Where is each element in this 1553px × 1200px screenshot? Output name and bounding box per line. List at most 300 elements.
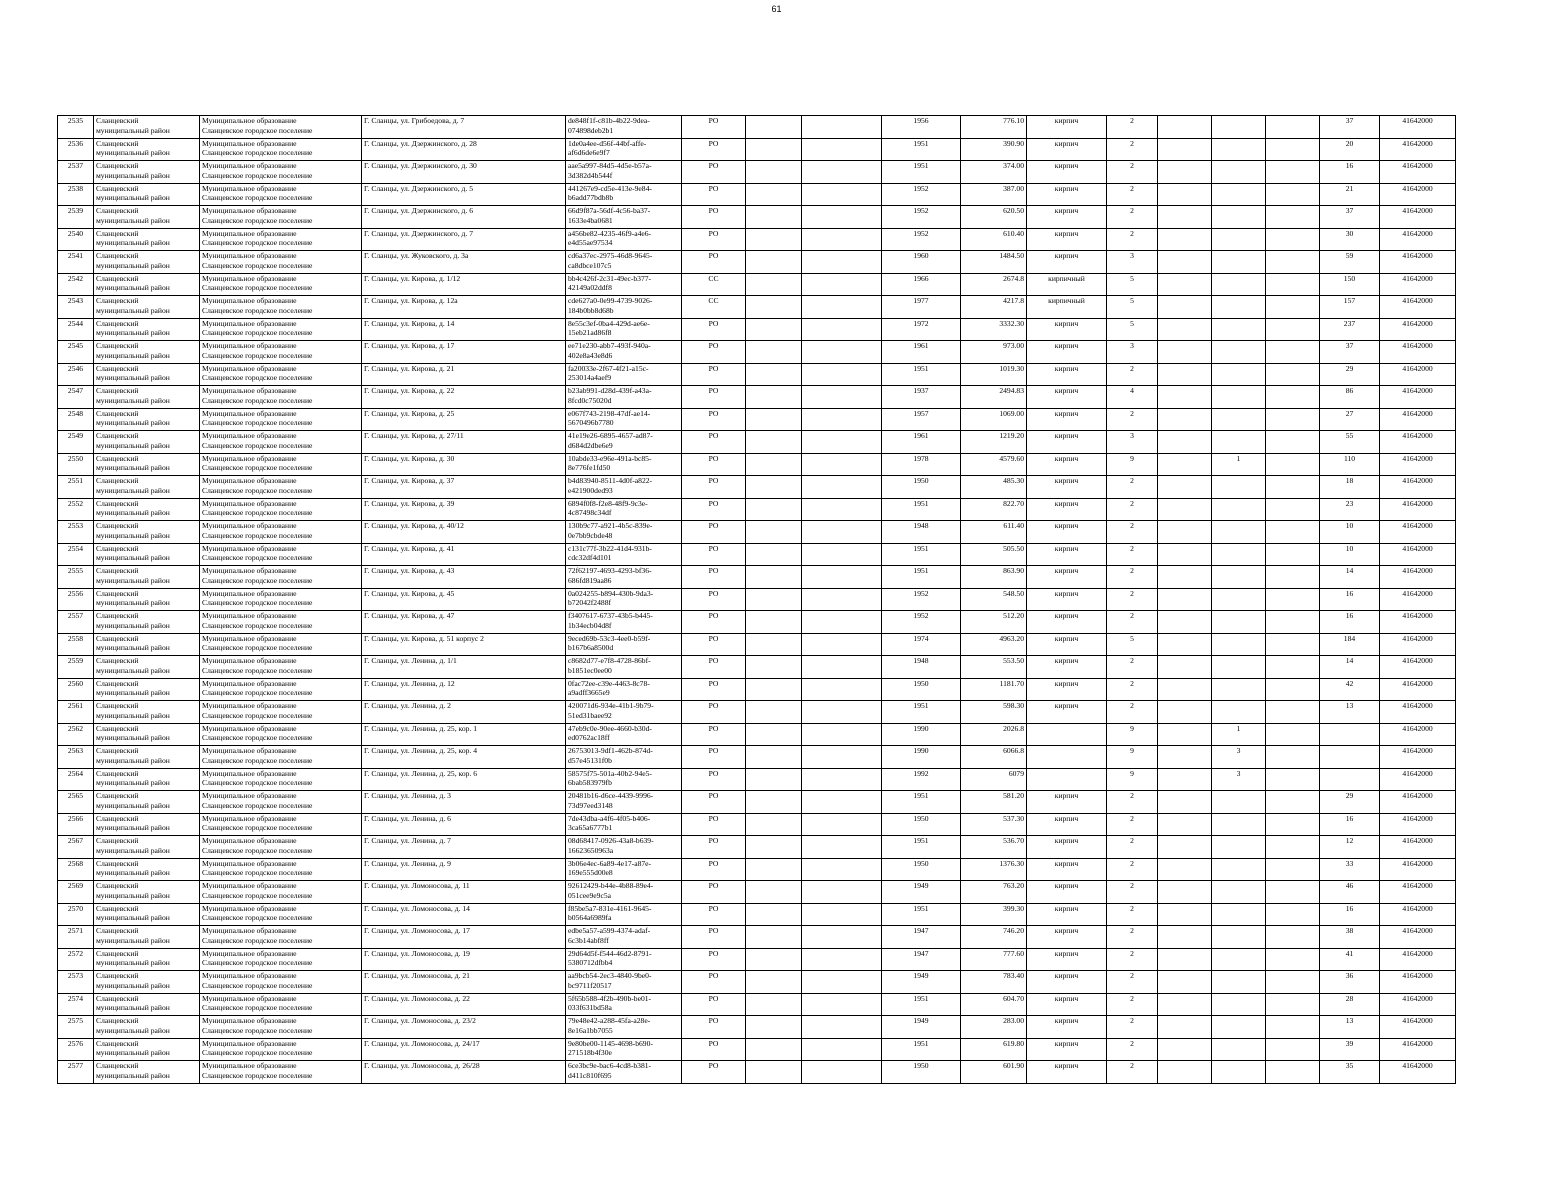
municipality-line: Сланцевское городское поселение: [202, 193, 313, 202]
district-line: Сланцевский: [96, 768, 139, 778]
area-cell: 822.70: [961, 498, 1027, 521]
municipality-cell: [200, 723, 362, 746]
extra-cell-b: [1212, 386, 1266, 409]
guid-line: 10abde33-e96e-491a-bc85-: [568, 453, 652, 463]
guid-cell: [566, 296, 682, 319]
municipality-line: Муниципальное образование: [202, 476, 297, 485]
table-row: [58, 656, 1456, 679]
empty-cell: [746, 611, 802, 634]
district-line: муниципальный район: [96, 688, 170, 697]
residents-cell: 42: [1320, 678, 1380, 701]
extra-cell-c: [1266, 476, 1320, 499]
residents-cell: 13: [1320, 701, 1380, 724]
guid-line: 6bab583979fb: [568, 778, 612, 787]
guid-line: 8e776fe1fd50: [568, 463, 611, 472]
ownership-type-cell: РО: [682, 971, 746, 994]
municipality-line: Муниципальное образование: [202, 543, 297, 553]
guid-line: 8e55c3ef-0ba4-429d-ae6e-: [568, 318, 650, 328]
row-number-cell: 2536: [58, 138, 94, 161]
year-built-cell: 1961: [882, 341, 961, 364]
extra-cell-b: [1212, 521, 1266, 544]
residents-cell: 36: [1320, 971, 1380, 994]
empty-cell: [746, 408, 802, 431]
address-cell: Г. Сланцы, ул. Ленина, д. 2: [362, 701, 566, 724]
guid-line: 1633e4ba0681: [568, 215, 613, 225]
year-built-cell: 1948: [882, 521, 961, 544]
guid-line: b6add77bdb8b: [568, 193, 614, 202]
table-row: [58, 1016, 1456, 1039]
residents-cell: [1320, 768, 1380, 791]
empty-cell: [746, 566, 802, 589]
extra-cell-c: [1266, 1038, 1320, 1061]
district-line: муниципальный район: [96, 1048, 170, 1057]
guid-line: 033f631bd58a: [568, 1003, 612, 1012]
floors-cell: 2: [1107, 543, 1158, 566]
empty-cell: [746, 183, 802, 206]
guid-line: 130b9c77-a921-4b5c-839e-: [568, 521, 653, 530]
extra-cell-b: [1212, 296, 1266, 319]
address-cell: Г. Сланцы, ул. Ломоносова, д. 17: [362, 926, 566, 949]
extra-cell-c: [1266, 971, 1320, 994]
extra-cell-c: [1266, 228, 1320, 251]
table-row: [58, 948, 1456, 971]
address-cell: Г. Сланцы, ул. Ломоносова, д. 21: [362, 971, 566, 994]
row-number-cell: 2575: [58, 1016, 94, 1039]
municipality-cell: [200, 903, 362, 926]
table-row: [58, 363, 1456, 386]
guid-cell: [566, 791, 682, 814]
area-cell: 763.20: [961, 881, 1027, 904]
wall-material-cell: кирпич: [1027, 791, 1107, 814]
guid-line: 686fd819aa86: [568, 575, 612, 585]
residents-cell: 157: [1320, 296, 1380, 319]
extra-cell-b: [1212, 543, 1266, 566]
guid-line: 79e48e42-a288-45fa-a28e-: [568, 1016, 651, 1025]
municipality-line: Сланцевское городское поселение: [202, 778, 313, 787]
guid-line: 3ca65a6777b1: [568, 823, 613, 832]
area-cell: 1376.30: [961, 858, 1027, 881]
guid-line: 3b06e4ec-6a89-4e17-a87e-: [568, 858, 652, 868]
guid-line: 92612429-b44e-4b88-89e4-: [568, 881, 654, 890]
district-cell: [94, 656, 200, 679]
year-built-cell: 1947: [882, 926, 961, 949]
guid-cell: [566, 386, 682, 409]
area-cell: 776.10: [961, 116, 1027, 139]
guid-line: f3407617-6737-43b5-b445-: [568, 611, 653, 620]
district-line: Сланцевский: [96, 386, 139, 395]
ownership-type-cell: РО: [682, 543, 746, 566]
extra-cell-b: [1212, 206, 1266, 229]
wall-material-cell: кирпич: [1027, 611, 1107, 634]
row-number-cell: 2537: [58, 161, 94, 184]
district-cell: [94, 791, 200, 814]
wall-material-cell: кирпич: [1027, 813, 1107, 836]
empty-cell: [802, 791, 882, 814]
extra-cell-a: [1158, 251, 1212, 274]
district-line: Сланцевский: [96, 296, 139, 305]
district-line: Сланцевский: [96, 341, 139, 350]
row-number-cell: 2551: [58, 476, 94, 499]
municipality-line: Муниципальное образование: [202, 723, 297, 733]
municipality-cell: [200, 318, 362, 341]
municipality-line: Муниципальное образование: [202, 251, 297, 260]
guid-line: edbe5a57-a599-4374-adaf-: [568, 926, 651, 935]
ownership-type-cell: РО: [682, 341, 746, 364]
ownership-type-cell: РО: [682, 746, 746, 769]
guid-line: e4d55ae97534: [568, 238, 613, 247]
extra-cell-c: [1266, 363, 1320, 386]
extra-cell-c: [1266, 566, 1320, 589]
district-cell: [94, 903, 200, 926]
municipality-line: Сланцевское городское поселение: [202, 710, 313, 720]
wall-material-cell: кирпич: [1027, 431, 1107, 454]
guid-line: ed0762ac18ff: [568, 733, 610, 742]
district-line: муниципальный район: [96, 620, 170, 630]
district-line: муниципальный район: [96, 868, 170, 877]
table-row: [58, 543, 1456, 566]
wall-material-cell: кирпич: [1027, 408, 1107, 431]
municipality-line: Муниципальное образование: [202, 521, 297, 530]
address-cell: Г. Сланцы, ул. Кирова, д. 51 корпус 2: [362, 633, 566, 656]
extra-cell-b: [1212, 318, 1266, 341]
municipality-line: Сланцевское городское поселение: [202, 755, 313, 765]
district-cell: [94, 363, 200, 386]
district-line: муниципальный район: [96, 823, 170, 832]
district-line: Сланцевский: [96, 521, 139, 530]
municipality-line: Муниципальное образование: [202, 903, 297, 913]
residents-cell: 10: [1320, 543, 1380, 566]
row-number-cell: 2564: [58, 768, 94, 791]
extra-cell-a: [1158, 656, 1212, 679]
ownership-type-cell: РО: [682, 386, 746, 409]
guid-line: b0564a6989fa: [568, 913, 612, 922]
extra-cell-c: [1266, 408, 1320, 431]
municipality-line: Муниципальное образование: [202, 813, 297, 823]
area-cell: 4217.8: [961, 296, 1027, 319]
area-cell: 548.50: [961, 588, 1027, 611]
residents-cell: 10: [1320, 521, 1380, 544]
guid-line: aae5a997-84d5-4d5e-b57a-: [568, 161, 652, 170]
municipality-line: Муниципальное образование: [202, 183, 297, 193]
empty-cell: [802, 723, 882, 746]
guid-line: 26753013-9df1-462b-874d-: [568, 746, 653, 755]
district-line: муниципальный район: [96, 1070, 170, 1080]
row-number-cell: 2562: [58, 723, 94, 746]
district-line: муниципальный район: [96, 440, 170, 450]
extra-cell-b: [1212, 566, 1266, 589]
guid-cell: [566, 1016, 682, 1039]
district-line: Сланцевский: [96, 926, 139, 935]
district-line: Сланцевский: [96, 723, 139, 733]
guid-cell: [566, 228, 682, 251]
guid-cell: [566, 138, 682, 161]
residents-cell: 184: [1320, 633, 1380, 656]
year-built-cell: 1952: [882, 228, 961, 251]
municipality-line: Сланцевское городское поселение: [202, 373, 313, 382]
guid-line: b1851ec0ee00: [568, 665, 612, 675]
oktmo-cell: 41642000: [1380, 948, 1456, 971]
municipality-line: Сланцевское городское поселение: [202, 1070, 313, 1080]
municipality-line: Муниципальное образование: [202, 746, 297, 755]
guid-cell: [566, 611, 682, 634]
year-built-cell: 1952: [882, 588, 961, 611]
municipality-line: Муниципальное образование: [202, 971, 297, 980]
table-row: [58, 138, 1456, 161]
district-line: муниципальный район: [96, 418, 170, 427]
ownership-type-cell: РО: [682, 926, 746, 949]
ownership-type-cell: РО: [682, 566, 746, 589]
extra-cell-b: [1212, 633, 1266, 656]
district-line: Сланцевский: [96, 183, 139, 193]
oktmo-cell: 41642000: [1380, 768, 1456, 791]
empty-cell: [746, 1061, 802, 1084]
address-cell: Г. Сланцы, ул. Ленина, д. 9: [362, 858, 566, 881]
address-cell: Г. Сланцы, ул. Кирова, д. 43: [362, 566, 566, 589]
empty-cell: [746, 858, 802, 881]
district-line: Сланцевский: [96, 1038, 139, 1048]
guid-line: 15eb21ad86f8: [568, 328, 612, 337]
table-row: [58, 1061, 1456, 1084]
wall-material-cell: кирпич: [1027, 836, 1107, 859]
extra-cell-a: [1158, 228, 1212, 251]
year-built-cell: 1974: [882, 633, 961, 656]
extra-cell-a: [1158, 1038, 1212, 1061]
extra-cell-a: [1158, 296, 1212, 319]
district-cell: [94, 948, 200, 971]
wall-material-cell: кирпич: [1027, 903, 1107, 926]
guid-line: ca8dbce107c5: [568, 260, 612, 270]
extra-cell-a: [1158, 971, 1212, 994]
empty-cell: [746, 116, 802, 139]
ownership-type-cell: РО: [682, 858, 746, 881]
oktmo-cell: 41642000: [1380, 521, 1456, 544]
municipality-line: Муниципальное образование: [202, 881, 297, 890]
area-cell: 6079: [961, 768, 1027, 791]
extra-cell-c: [1266, 948, 1320, 971]
table-row: [58, 408, 1456, 431]
extra-cell-c: [1266, 251, 1320, 274]
district-line: муниципальный район: [96, 553, 170, 562]
address-cell: Г. Сланцы, ул. Дзержинского, д. 28: [362, 138, 566, 161]
wall-material-cell: [1027, 768, 1107, 791]
municipality-cell: [200, 993, 362, 1016]
district-cell: [94, 476, 200, 499]
year-built-cell: 1950: [882, 858, 961, 881]
extra-cell-b: 1: [1212, 723, 1266, 746]
table-row: [58, 971, 1456, 994]
ownership-type-cell: РО: [682, 161, 746, 184]
table-row: [58, 386, 1456, 409]
row-number-cell: 2557: [58, 611, 94, 634]
municipality-line: Муниципальное образование: [202, 161, 297, 170]
area-cell: 777.60: [961, 948, 1027, 971]
row-number-cell: 2549: [58, 431, 94, 454]
table-row: [58, 791, 1456, 814]
district-line: Сланцевский: [96, 633, 139, 643]
address-cell: Г. Сланцы, ул. Дзержинского, д. 30: [362, 161, 566, 184]
district-cell: [94, 881, 200, 904]
municipality-cell: [200, 971, 362, 994]
municipality-cell: [200, 341, 362, 364]
ownership-type-cell: РО: [682, 948, 746, 971]
guid-cell: [566, 813, 682, 836]
residents-cell: 14: [1320, 566, 1380, 589]
empty-cell: [746, 678, 802, 701]
empty-cell: [746, 948, 802, 971]
area-cell: 604.70: [961, 993, 1027, 1016]
district-cell: [94, 273, 200, 296]
district-line: муниципальный район: [96, 170, 170, 180]
district-cell: [94, 701, 200, 724]
oktmo-cell: 41642000: [1380, 161, 1456, 184]
municipality-line: Сланцевское городское поселение: [202, 395, 313, 405]
extra-cell-c: [1266, 431, 1320, 454]
oktmo-cell: 41642000: [1380, 813, 1456, 836]
extra-cell-b: [1212, 971, 1266, 994]
municipality-line: Муниципальное образование: [202, 678, 297, 688]
extra-cell-b: [1212, 926, 1266, 949]
floors-cell: 2: [1107, 993, 1158, 1016]
residents-cell: 38: [1320, 926, 1380, 949]
extra-cell-a: [1158, 363, 1212, 386]
wall-material-cell: кирпич: [1027, 1038, 1107, 1061]
guid-line: d684d2dbe6e9: [568, 440, 613, 450]
guid-cell: [566, 768, 682, 791]
wall-material-cell: [1027, 746, 1107, 769]
ownership-type-cell: СС: [682, 296, 746, 319]
municipality-cell: [200, 588, 362, 611]
municipality-cell: [200, 498, 362, 521]
guid-cell: [566, 1038, 682, 1061]
area-cell: 746.20: [961, 926, 1027, 949]
ownership-type-cell: РО: [682, 791, 746, 814]
floors-cell: 4: [1107, 386, 1158, 409]
guid-line: cde627a0-0e99-4739-9026-: [568, 296, 653, 305]
municipality-line: Сланцевское городское поселение: [202, 890, 313, 900]
district-line: муниципальный район: [96, 260, 170, 270]
extra-cell-b: [1212, 341, 1266, 364]
municipality-cell: [200, 678, 362, 701]
ownership-type-cell: РО: [682, 363, 746, 386]
table-row: [58, 476, 1456, 499]
district-line: муниципальный район: [96, 778, 170, 787]
extra-cell-a: [1158, 183, 1212, 206]
wall-material-cell: кирпич: [1027, 881, 1107, 904]
guid-line: 16623650963a: [568, 845, 614, 855]
municipality-line: Сланцевское городское поселение: [202, 575, 313, 585]
oktmo-cell: 41642000: [1380, 543, 1456, 566]
oktmo-cell: 41642000: [1380, 386, 1456, 409]
guid-cell: [566, 858, 682, 881]
district-line: муниципальный район: [96, 935, 170, 945]
guid-line: 441267e9-cd5e-413e-9e84-: [568, 183, 652, 193]
extra-cell-c: [1266, 993, 1320, 1016]
year-built-cell: 1951: [882, 363, 961, 386]
empty-cell: [746, 296, 802, 319]
municipality-line: Муниципальное образование: [202, 386, 297, 395]
area-cell: 390.90: [961, 138, 1027, 161]
municipality-line: Сланцевское городское поселение: [202, 463, 313, 472]
empty-cell: [802, 1038, 882, 1061]
oktmo-cell: 41642000: [1380, 611, 1456, 634]
empty-cell: [746, 656, 802, 679]
oktmo-cell: 41642000: [1380, 273, 1456, 296]
oktmo-cell: 41642000: [1380, 678, 1456, 701]
extra-cell-c: [1266, 611, 1320, 634]
guid-cell: [566, 903, 682, 926]
extra-cell-c: [1266, 138, 1320, 161]
oktmo-cell: 41642000: [1380, 566, 1456, 589]
ownership-type-cell: РО: [682, 116, 746, 139]
extra-cell-c: [1266, 341, 1320, 364]
empty-cell: [746, 161, 802, 184]
residents-cell: 33: [1320, 858, 1380, 881]
empty-cell: [802, 273, 882, 296]
oktmo-cell: 41642000: [1380, 341, 1456, 364]
row-number-cell: 2563: [58, 746, 94, 769]
district-cell: [94, 296, 200, 319]
extra-cell-a: [1158, 521, 1212, 544]
address-cell: Г. Сланцы, ул. Ленина, д. 7: [362, 836, 566, 859]
empty-cell: [802, 588, 882, 611]
municipality-cell: [200, 251, 362, 274]
wall-material-cell: кирпич: [1027, 206, 1107, 229]
municipality-line: Муниципальное образование: [202, 588, 297, 598]
empty-cell: [802, 881, 882, 904]
row-number-cell: 2546: [58, 363, 94, 386]
municipality-line: Муниципальное образование: [202, 431, 297, 440]
district-line: муниципальный район: [96, 755, 170, 765]
empty-cell: [802, 161, 882, 184]
municipality-line: Муниципальное образование: [202, 1016, 297, 1025]
district-line: Сланцевский: [96, 611, 139, 620]
district-line: Сланцевский: [96, 251, 139, 260]
extra-cell-a: [1158, 768, 1212, 791]
year-built-cell: 1951: [882, 993, 961, 1016]
guid-line: bb4c426f-2c31-49ec-b377-: [568, 273, 652, 283]
empty-cell: [802, 768, 882, 791]
empty-cell: [746, 1016, 802, 1039]
row-number-cell: 2548: [58, 408, 94, 431]
guid-cell: [566, 273, 682, 296]
residents-cell: 16: [1320, 161, 1380, 184]
year-built-cell: 1951: [882, 161, 961, 184]
residents-cell: 37: [1320, 341, 1380, 364]
year-built-cell: 1948: [882, 656, 961, 679]
guid-line: cd6a37ec-2975-46d8-9645-: [568, 251, 653, 260]
residents-cell: 39: [1320, 1038, 1380, 1061]
municipality-line: Сланцевское городское поселение: [202, 733, 313, 742]
district-cell: [94, 611, 200, 634]
municipality-cell: [200, 768, 362, 791]
wall-material-cell: кирпич: [1027, 476, 1107, 499]
district-line: Сланцевский: [96, 498, 139, 508]
municipality-line: Муниципальное образование: [202, 363, 297, 373]
guid-cell: [566, 183, 682, 206]
extra-cell-b: [1212, 656, 1266, 679]
row-number-cell: 2574: [58, 993, 94, 1016]
extra-cell-b: [1212, 161, 1266, 184]
address-cell: Г. Сланцы, ул. Кирова, д. 12а: [362, 296, 566, 319]
extra-cell-a: [1158, 453, 1212, 476]
district-cell: [94, 228, 200, 251]
wall-material-cell: кирпич: [1027, 926, 1107, 949]
municipality-cell: [200, 521, 362, 544]
municipality-line: Сланцевское городское поселение: [202, 1003, 313, 1012]
area-cell: 399.30: [961, 903, 1027, 926]
empty-cell: [746, 768, 802, 791]
floors-cell: 2: [1107, 206, 1158, 229]
